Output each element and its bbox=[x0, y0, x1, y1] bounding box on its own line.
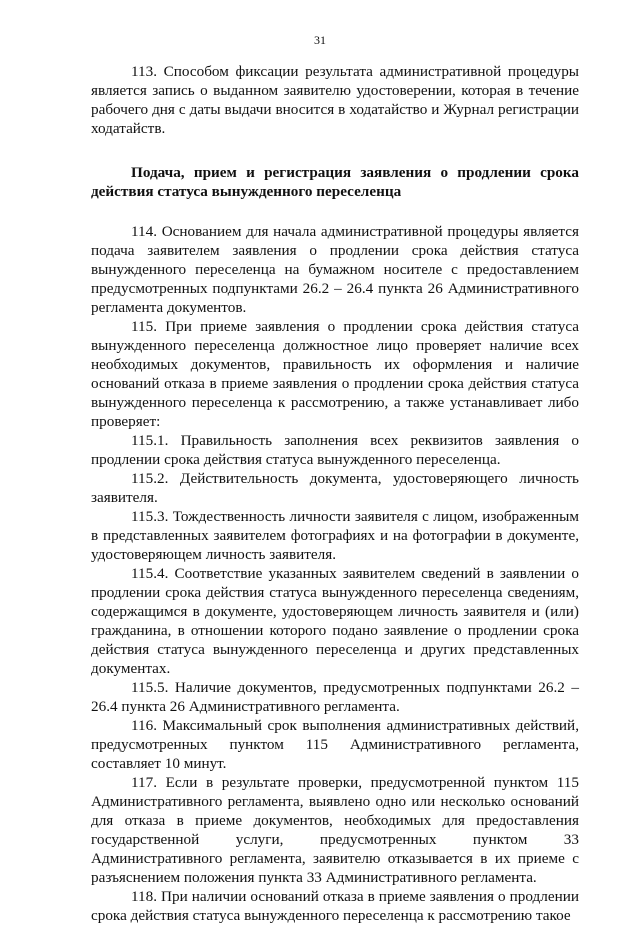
document-body bbox=[91, 62, 579, 925]
paragraph-115: 115. При приеме заявления о продлении срока действия статуса вынужденного переселенца должностное лицо проверяет наличие всех необходимых документов, правильность их оформления и наличие оснований отказа в приеме заявления о продлении срока действия статуса вынужденного переселенца к рассмотрению, а также устанавливает либо проверяет: bbox=[91, 318, 579, 430]
page-number: 31 bbox=[314, 33, 326, 47]
paragraph-115-1: 115.1. Правильность заполнения всех реквизитов заявления о продлении срока действия статуса вынужденного переселенца. bbox=[91, 432, 579, 468]
paragraph-115-3: 115.3. Тождественность личности заявителя с лицом, изображенным в представленных заявителем фотографиях и на фотографии в документе, удостоверяющем личность заявителя. bbox=[91, 508, 579, 563]
paragraph-113: 113. Способом фиксации результата административной процедуры является запись о выданном заявителю удостоверении, которая в течение рабочего дня с даты выдачи вносится в ходатайство и Журнал регистрации ходатайств. bbox=[91, 63, 579, 137]
paragraph-114: 114. Основанием для начала административной процедуры является подача заявителем заявления о продлении срока действия статуса вынужденного переселенца на бумажном носителе с предоставлением предусмотренных подпунктами 26.2 – 26.4 пункта 26 Административного регламента документов. bbox=[91, 223, 579, 316]
paragraph-117: 117. Если в результате проверки, предусмотренной пунктом 115 Административного регламента, выявлено одно или несколько оснований для отказа в приеме документов, необходимых для предоставления государственной услуги, предусмотренных пунктом 33 Административного регламента, заявителю отказывается в их приеме с разъяснением положения пункта 33 Административного регламента. bbox=[91, 774, 579, 886]
paragraph-116: 116. Максимальный срок выполнения административных действий, предусмотренных пунктом 115 Административного регламента, составляет 10 минут. bbox=[91, 717, 579, 772]
paragraph-115-5: 115.5. Наличие документов, предусмотренных подпунктами 26.2 – 26.4 пункта 26 Административного регламента. bbox=[91, 679, 579, 715]
section-heading: Подача, прием и регистрация заявления о продлении срока действия статуса вынужденного переселенца bbox=[91, 164, 579, 200]
paragraph-115-2: 115.2. Действительность документа, удостоверяющего личность заявителя. bbox=[91, 470, 579, 506]
paragraph-118: 118. При наличии оснований отказа в приеме заявления о продлении срока действия статуса вынужденного переселенца к рассмотрению такое bbox=[91, 888, 579, 924]
paragraph-115-4: 115.4. Соответствие указанных заявителем сведений в заявлении о продлении срока действия статуса вынужденного переселенца сведениям, содержащимся в документе, удостоверяющем личность заявителя и (или) гражданина, в отношении которого подано заявление о продлении срока действия статуса вынужденного переселенца и других представленных документах. bbox=[91, 565, 579, 677]
